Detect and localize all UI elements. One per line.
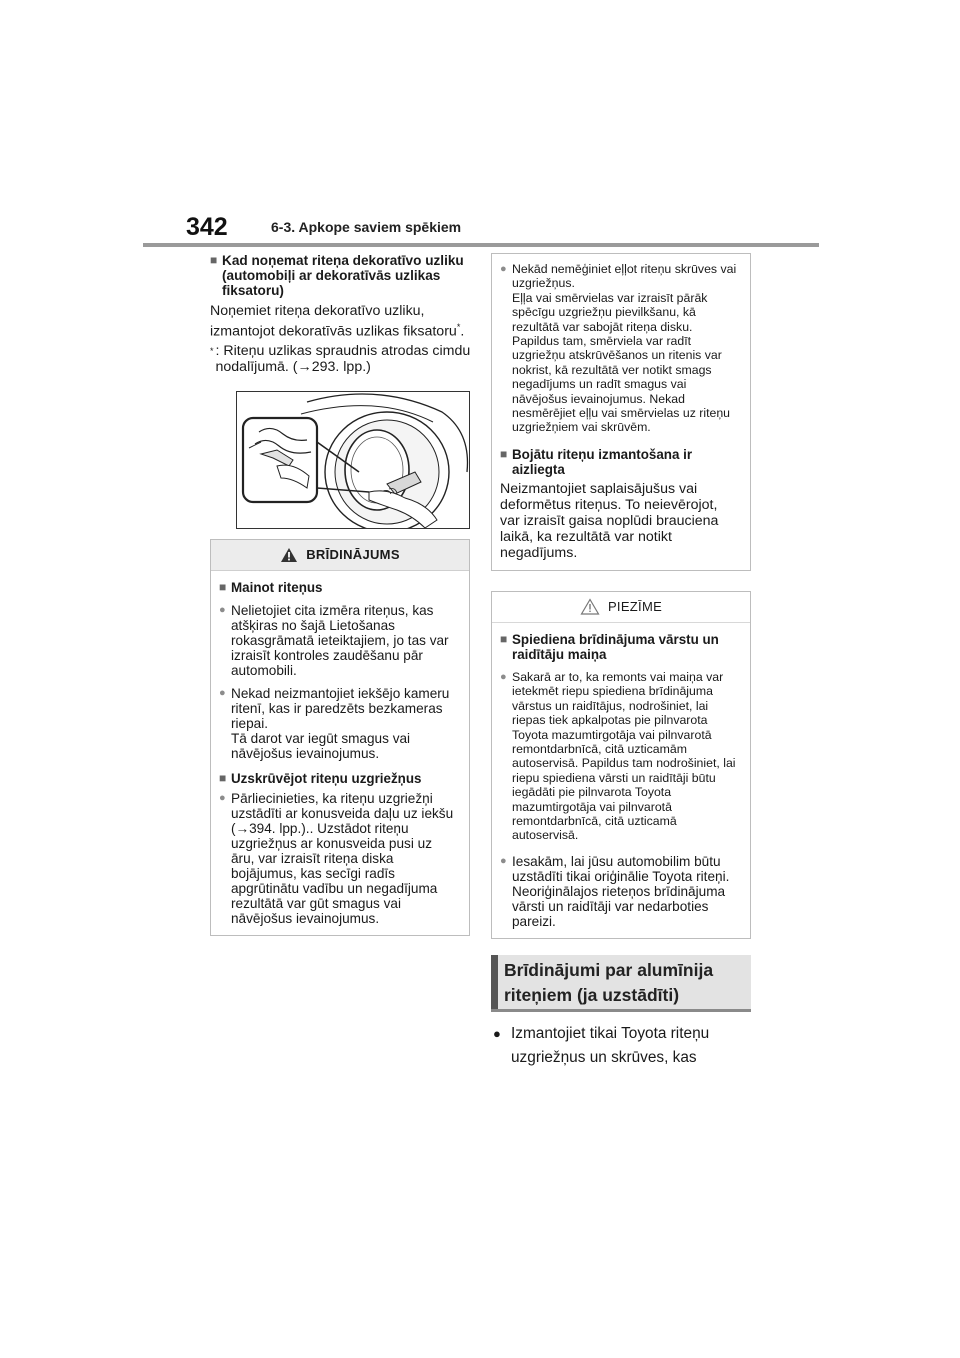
list-item: ● Nekad neizmantojiet iekšējo kameru ritenī, kas ir paredzēts bezkameras riepai. Tā darot var iegūt smagus vai nāvējošus ievainojumus. xyxy=(219,685,450,761)
wheel-cover-drawing xyxy=(237,392,470,529)
square-bullet-icon: ■ xyxy=(210,253,218,267)
warning-continued-body xyxy=(492,254,750,570)
square-bullet-icon: ■ xyxy=(500,631,508,646)
list-item: ● Sakarā ar to, ka remonts vai maiņa var ietekmēt riepu spiediena brīdinājuma vārstus un raidītājus, nodrošiniet, lai riepas tiek apkalpotas pie pilnvarota Toyota mazumtirgotāja vai pilnvarotā remontdarbnīcā, citā uzticamām autoservisā. Papildus tam nodrošiniet, lai riepu spiediena vārsti un raidītāji būtu iegādāti pie pilnvarota Toyota mazumtirgotāja vai pilnvarotā remontdarbnīcā, citā uzticamā autoservisā. xyxy=(500,669,736,843)
wheel-cover-illustration xyxy=(236,391,470,529)
notice-header xyxy=(492,592,750,623)
warning-sub-wheel-nuts: ■ Uzskrūvējot riteņu uzgriežņus xyxy=(219,770,422,786)
page-number: 342 xyxy=(186,213,228,241)
round-bullet-icon: ● xyxy=(219,603,226,616)
notice-title: PIEZĪME xyxy=(607,599,663,615)
warning-triangle-icon xyxy=(280,547,298,563)
left-column xyxy=(210,253,472,936)
warning-body xyxy=(211,571,469,935)
round-bullet-icon: ● xyxy=(219,686,226,699)
caution-outline-icon xyxy=(580,598,600,615)
list-item: ● Nekād nemēģiniet eļļot riteņu skrūves vai uzgriežņus. Eļļa vai smērvielas var izraisīt pārāk spēcīgu uzgriežņu pievilkšanu, kā rezultātā var sabojāt riteņa disku. Papildus tam, smērviela var radīt uzgriežņu atskrūvēšanos un ritenis var nokrist, kā rezultātā ver notikt smags negadījums un radīt smagus vai nāvējošus ievainojumus. Nekad nesmērējiet eļļu vai smērvielas uz riteņu uzgriežņiem vai skrūvēm. xyxy=(500,262,737,435)
notice-body xyxy=(492,623,750,938)
warning-box xyxy=(210,539,470,936)
warning-header xyxy=(211,540,469,571)
list-item: ● Izmantojiet tikai Toyota riteņu uzgriežņus un skrūves, kas xyxy=(491,1022,751,1070)
round-bullet-icon: ● xyxy=(500,854,507,867)
notice-sub-valves: ■ Spiediena brīdinājuma vārstu un raidītāju maiņa xyxy=(500,631,719,662)
square-bullet-icon: ■ xyxy=(219,579,227,594)
warning-sub-changing-wheels: ■ Mainot riteņus xyxy=(219,579,323,595)
banner-title: Brīdinājumi par alumīnija riteņiem (ja uzstādīti) xyxy=(504,959,714,1005)
list-item: ● Pārliecinieties, ka riteņu uzgriežņi uzstādīti ar konusveida daļu uz iekšu (→394. lpp.).. Uzstādot riteņu uzgriežņus ar konusveida pusi uz āru, var izraisīt riteņa diska bojājumus, kas secīgi radīs apgrūtinātu vadību un negadījuma rezultātā var gūt smagus vai nāvējošus ievainojumus. xyxy=(219,790,454,926)
aluminium-wheels-banner xyxy=(491,955,751,1012)
square-bullet-icon: ■ xyxy=(500,446,508,461)
paragraph-remove-cover: Noņemiet riteņa dekoratīvo uzliku, izmantojot dekoratīvās uzlikas fiksatoru*. xyxy=(210,303,465,340)
header-rule xyxy=(143,243,819,247)
warning-box-continued xyxy=(491,253,751,571)
section-title: 6-3. Apkope saviem spēkiem xyxy=(271,219,462,235)
list-item: ● Iesakām, lai jūsu automobilim būtu uzstādīti tikai oriģinālie Toyota riteņi. Neoriģinālajos rieteņos brīdinājuma vārsti un raidītāji var nedarboties pareizi. xyxy=(500,853,730,929)
round-bullet-icon: ● xyxy=(493,1025,501,1041)
list-item: ● Nelietojiet cita izmēra riteņus, kas atšķiras no šajā Lietošanas rokasgrāmatā ieteiktajiem, jo tas var izraisīt kontroles zaudēšanu pār automobili. xyxy=(219,602,449,678)
round-bullet-icon: ● xyxy=(500,263,507,275)
notice-box xyxy=(491,591,751,939)
footnote: * : Riteņu uzlikas spraudnis atrodas cimdu nodalījumā. (→293. lpp.) xyxy=(210,342,471,375)
round-bullet-icon: ● xyxy=(500,670,507,683)
warning-sub-damaged-wheels: ■ Bojātu riteņu izmantošana ir aizliegta xyxy=(500,446,693,477)
banner-accent-bar xyxy=(491,955,498,1009)
paragraph-damaged-wheels: Neizmantojiet saplaisājušus vai deformētus riteņus. To neievērojot, var izraisīt gaisa noplūdi brauciena laikā, ka rezultātā var notikt negadījums. xyxy=(500,480,719,561)
heading-remove-cover: ■ Kad noņemat riteņa dekoratīvo uzliku (automobiļi ar dekoratīvās uzlikas fiksatoru) xyxy=(210,253,464,298)
round-bullet-icon: ● xyxy=(219,791,226,804)
warning-title: BRĪDINĀJUMS xyxy=(306,547,400,563)
right-column xyxy=(491,253,751,1070)
square-bullet-icon: ■ xyxy=(219,770,227,785)
